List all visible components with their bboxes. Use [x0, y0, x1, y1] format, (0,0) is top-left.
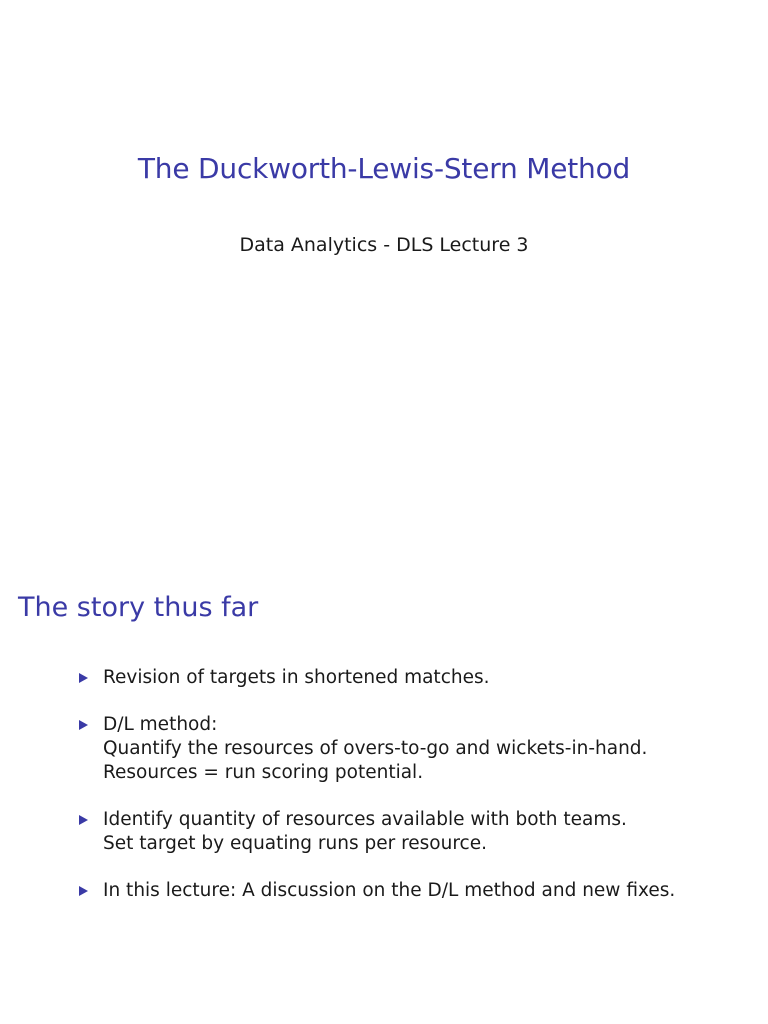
bullet-text: Identify quantity of resources available with both teams.: [103, 809, 627, 830]
frame-title: The story thus far: [18, 592, 259, 623]
bullet-text: Quantify the resources of overs-to-go and wickets-in-hand.: [103, 738, 648, 759]
bullet-item: [76, 666, 756, 690]
bullet-item: [76, 808, 756, 856]
bullet-text: Set target by equating runs per resource.: [103, 833, 487, 854]
bullet-text: Revision of targets in shortened matches.: [103, 667, 490, 688]
presentation-title: The Duckworth-Lewis-Stern Method: [137, 152, 631, 185]
bullet-text: Resources = run scoring potential.: [103, 762, 424, 783]
triangle-right-icon: [79, 720, 88, 730]
triangle-right-icon: [79, 886, 88, 896]
triangle-right-icon: [79, 815, 88, 825]
triangle-right-icon: [79, 673, 88, 683]
bullet-item: [76, 713, 756, 785]
bullet-list: [76, 666, 756, 926]
content-slide: [0, 576, 768, 1024]
bullet-item: [76, 879, 756, 903]
bullet-text: In this lecture: A discussion on the D/L method and new fixes.: [103, 880, 676, 901]
presentation-subtitle: Data Analytics - DLS Lecture 3: [239, 234, 529, 256]
bullet-text: D/L method:: [103, 714, 218, 735]
